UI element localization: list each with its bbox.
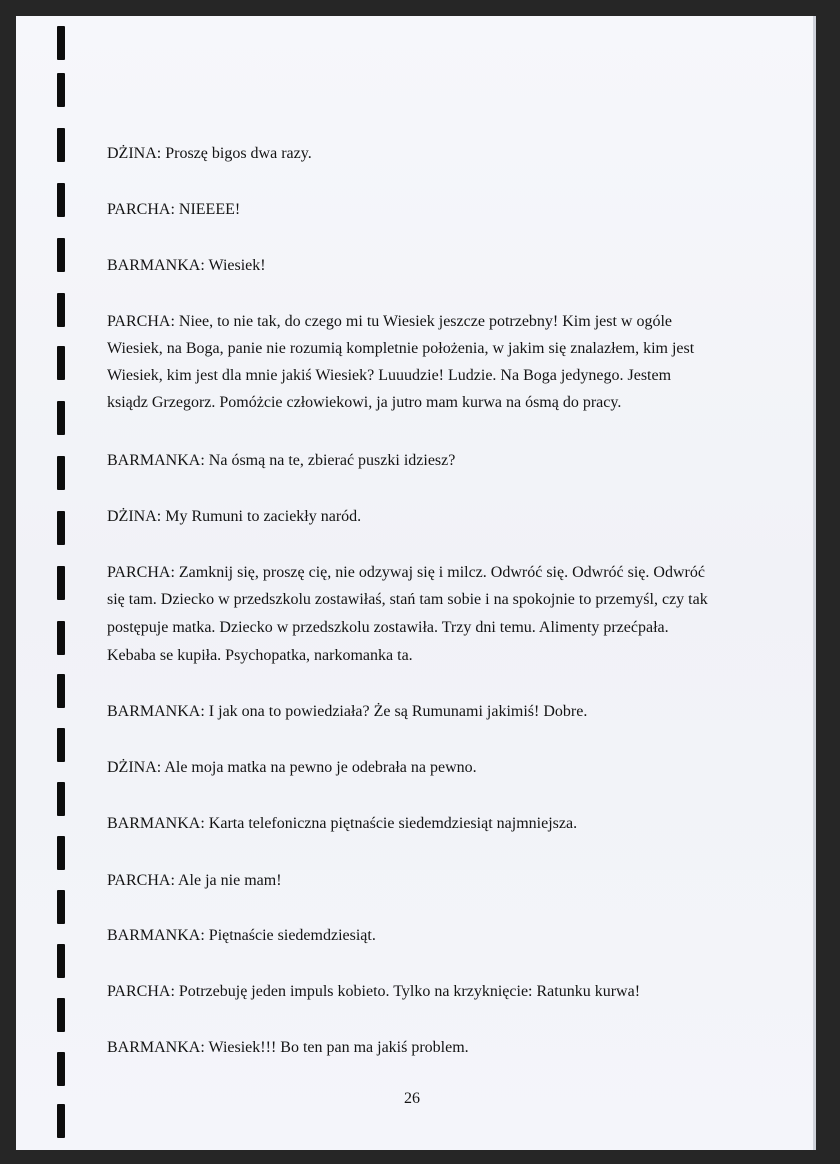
binding-hole <box>57 1104 65 1138</box>
dialogue-line: PARCHA: Niee, to nie tak, do czego mi tu Wiesiek jeszcze potrzebny! Kim jest w ogóle <box>107 313 673 330</box>
dialogue-line: PARCHA: Ale ja nie mam! <box>107 872 282 889</box>
binding-hole <box>57 401 65 435</box>
dialogue-line: BARMANKA: I jak ona to powiedziała? Że są Rumunami jakimiś! Dobre. <box>107 703 588 720</box>
binding-hole <box>57 73 65 107</box>
binding-hole <box>57 944 65 978</box>
paper-sheet <box>16 16 816 1150</box>
binding-hole <box>57 238 65 272</box>
dialogue-line: BARMANKA: Na ósmą na te, zbierać puszki idziesz? <box>107 452 456 469</box>
page-number: 26 <box>404 1090 420 1107</box>
binding-hole <box>57 836 65 870</box>
binding-hole <box>57 293 65 327</box>
dialogue-line: PARCHA: NIEEEE! <box>107 201 241 218</box>
binding-hole <box>57 346 65 380</box>
dialogue-line: DŻINA: Proszę bigos dwa razy. <box>107 145 312 162</box>
binding-hole <box>57 511 65 545</box>
dialogue-line: Wiesiek, na Boga, panie nie rozumią kompletnie położenia, w jakim się znalazłem, kim jest <box>107 340 695 357</box>
dialogue-line: PARCHA: Potrzebuję jeden impuls kobieto. Tylko na krzyknięcie: Ratunku kurwa! <box>107 983 641 1000</box>
dialogue-line: Wiesiek, kim jest dla mnie jakiś Wiesiek? Luuudzie! Ludzie. Na Boga jedynego. Jestem <box>107 367 672 384</box>
dialogue-line: Kebaba se kupiła. Psychopatka, narkomanka ta. <box>107 647 413 664</box>
binding-hole <box>57 1052 65 1086</box>
dialogue-line: BARMANKA: Wiesiek!!! Bo ten pan ma jakiś problem. <box>107 1039 469 1056</box>
binding-hole <box>57 674 65 708</box>
dialogue-line: BARMANKA: Karta telefoniczna piętnaście siedemdziesiąt najmniejsza. <box>107 815 578 832</box>
binding-hole <box>57 26 65 60</box>
binding-hole <box>57 621 65 655</box>
binding-hole <box>57 890 65 924</box>
dialogue-line: postępuje matka. Dziecko w przedszkolu zostawiła. Trzy dni temu. Alimenty przećpała. <box>107 619 669 636</box>
binding-hole <box>57 566 65 600</box>
dialogue-line: DŻINA: Ale moja matka na pewno je odebrała na pewno. <box>107 759 477 776</box>
binding-hole <box>57 728 65 762</box>
binding-hole <box>57 456 65 490</box>
binding-hole <box>57 183 65 217</box>
dialogue-line: DŻINA: My Rumuni to zaciekły naród. <box>107 508 362 525</box>
dialogue-line: BARMANKA: Wiesiek! <box>107 257 266 274</box>
dialogue-line: ksiądz Grzegorz. Pomóżcie człowiekowi, ja jutro mam kurwa na ósmą do pracy. <box>107 394 622 411</box>
binding-hole <box>57 998 65 1032</box>
binding-hole <box>57 128 65 162</box>
binding-hole <box>57 782 65 816</box>
dialogue-line: PARCHA: Zamknij się, proszę cię, nie odzywaj się i milcz. Odwróć się. Odwróć się. Odwróć <box>107 564 705 581</box>
dialogue-line: BARMANKA: Piętnaście siedemdziesiąt. <box>107 927 376 944</box>
dialogue-line: się tam. Dziecko w przedszkolu zostawiłaś, stań tam sobie i na spokojnie to przemyśl, czy tak <box>107 591 708 608</box>
